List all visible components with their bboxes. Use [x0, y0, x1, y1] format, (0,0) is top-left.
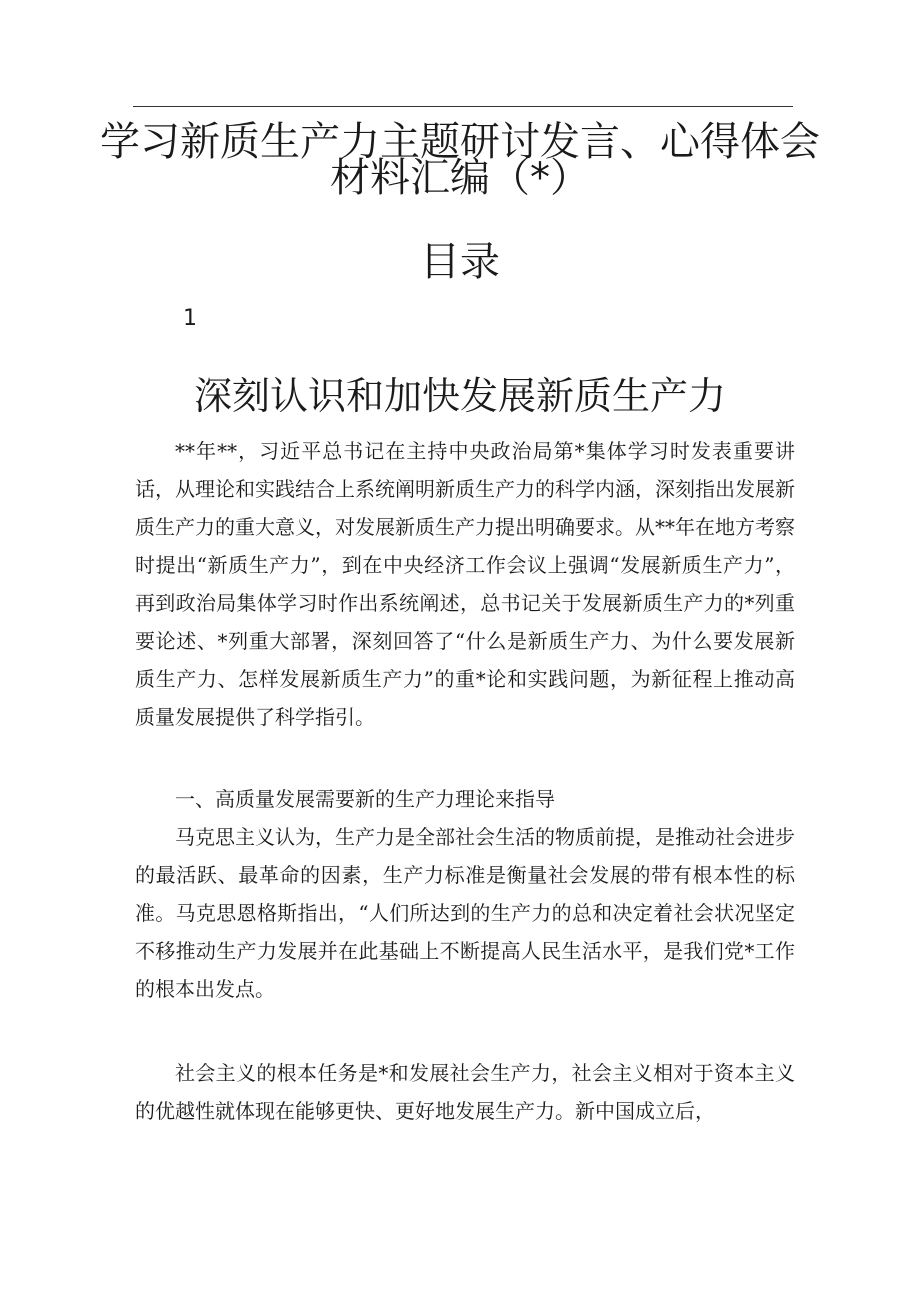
paragraph-marxism: 马克思主义认为，生产力是全部社会生活的物质前提，是推动社会进步的最活跃、最革命的因素，生产力标准是衡量社会发展的带有根本性的标准。马克思恩格斯指出，“人们所达到的生产力的总和决定着社会状况坚定不移推动生产力发展并在此基础上不断提高人民生活水平，是我们党*工作的根本出发点。 [135, 825, 795, 1001]
toc-item-number: 1 [183, 306, 197, 331]
header-rule [133, 106, 793, 107]
section-title: 深刻认识和加快发展新质生产力 [193, 374, 726, 418]
document-title-line-1: 学习新质生产力主题研讨发言、心得体会 [100, 119, 820, 165]
document-title-line-2: 材料汇编（*） [330, 155, 590, 201]
toc-heading: 目录 [420, 239, 500, 285]
paragraph-socialism: 社会主义的根本任务是*和发展社会生产力，社会主义相对于资本主义的优越性就体现在能够更快、更好地发展生产力。新中国成立后， [135, 1061, 795, 1123]
subheading-1: 一、高质量发展需要新的生产力理论来指导 [175, 787, 555, 811]
paragraph-intro: **年**，习近平总书记在主持中央政治局第*集体学习时发表重要讲话，从理论和实践结合上系统阐明新质生产力的科学内涵，深刻指出发展新质生产力的重大意义，对发展新质生产力提出明确要求。从**年在地方考察时提出“新质生产力”，到在中央经济工作会议上强调“发展新质生产力”，再到政治局集体学习时作出系统阐述，总书记关于发展新质生产力的*列重要论述、*列重大部署，深刻回答了“什么是新质生产力、为什么要发展新质生产力、怎样发展新质生产力”的重*论和实践问题，为新征程上推动高质量发展提供了科学指引。 [135, 439, 795, 729]
